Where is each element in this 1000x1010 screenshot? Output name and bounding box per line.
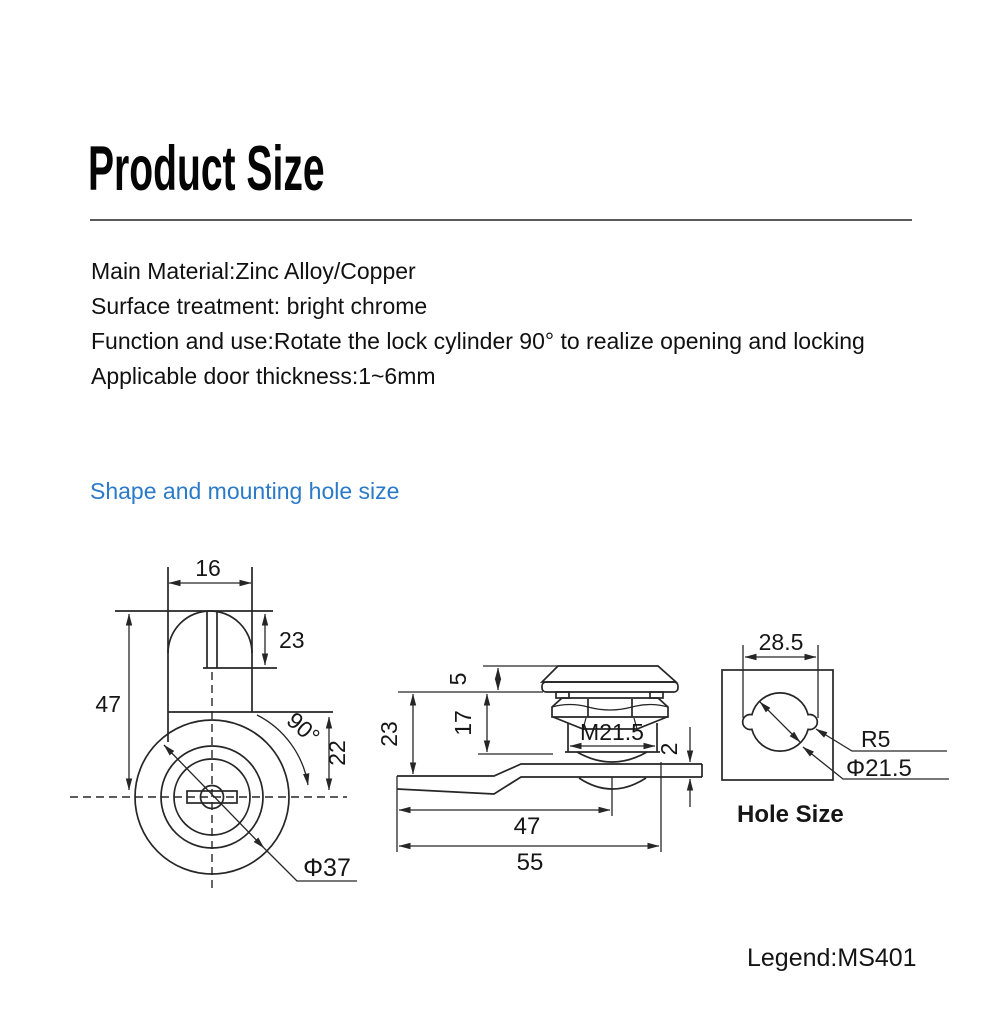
spec-material: Main Material:Zinc Alloy/Copper bbox=[91, 258, 416, 284]
dimension-labels bbox=[95, 555, 911, 882]
dim-face-diameter: Φ37 bbox=[303, 854, 351, 882]
dim-cam-width: 16 bbox=[195, 555, 221, 581]
legend-label: Legend:MS401 bbox=[747, 944, 917, 972]
side-view-dimensions bbox=[397, 666, 690, 852]
spec-function: Function and use:Rotate the lock cylinder 90° to realize opening and locking bbox=[91, 328, 865, 354]
dim-cam-thickness: 2 bbox=[656, 742, 682, 756]
hole-size-caption: Hole Size bbox=[737, 801, 844, 828]
dim-rotation-angle: 90° bbox=[281, 706, 325, 750]
dim-thread-spec: M21.5 bbox=[580, 719, 644, 745]
body-bottom-dome bbox=[577, 752, 647, 762]
cam-arm-bottom bbox=[397, 777, 702, 794]
lock-flange bbox=[542, 682, 678, 692]
dim-total-height: 47 bbox=[95, 691, 121, 717]
section-heading: Shape and mounting hole size bbox=[90, 478, 400, 504]
page-title: Product Size bbox=[88, 134, 325, 204]
spec-list bbox=[91, 254, 865, 394]
hole-view bbox=[722, 670, 833, 780]
dim-hole-width: 28.5 bbox=[758, 629, 804, 655]
dim-total-depth: 23 bbox=[376, 721, 402, 747]
side-view bbox=[397, 666, 702, 794]
lock-head bbox=[542, 666, 676, 682]
dim-center-offset: 22 bbox=[324, 740, 350, 766]
flange-tab-left bbox=[556, 692, 569, 698]
dim-total-length: 55 bbox=[516, 849, 544, 876]
title-divider bbox=[90, 219, 912, 221]
dim-hole-diameter: Φ21.5 bbox=[846, 755, 912, 782]
technical-drawing bbox=[0, 540, 1000, 1010]
flange-tab-right bbox=[650, 692, 663, 698]
spec-surface: Surface treatment: bright chrome bbox=[91, 293, 428, 319]
dim-head-height: 5 bbox=[445, 672, 471, 686]
cam-arm-top bbox=[397, 764, 702, 776]
hex-nut bbox=[552, 698, 668, 717]
spec-door-thickness: Applicable door thickness:1~6mm bbox=[91, 363, 436, 389]
dim-body-height: 17 bbox=[450, 710, 476, 736]
dim-cam-notch: 23 bbox=[279, 627, 305, 653]
cam-dome-arc bbox=[168, 611, 252, 653]
hole-diameter-line bbox=[760, 702, 800, 742]
dim-notch-radius: R5 bbox=[861, 726, 891, 752]
dim-arm-reach: 47 bbox=[513, 813, 541, 840]
